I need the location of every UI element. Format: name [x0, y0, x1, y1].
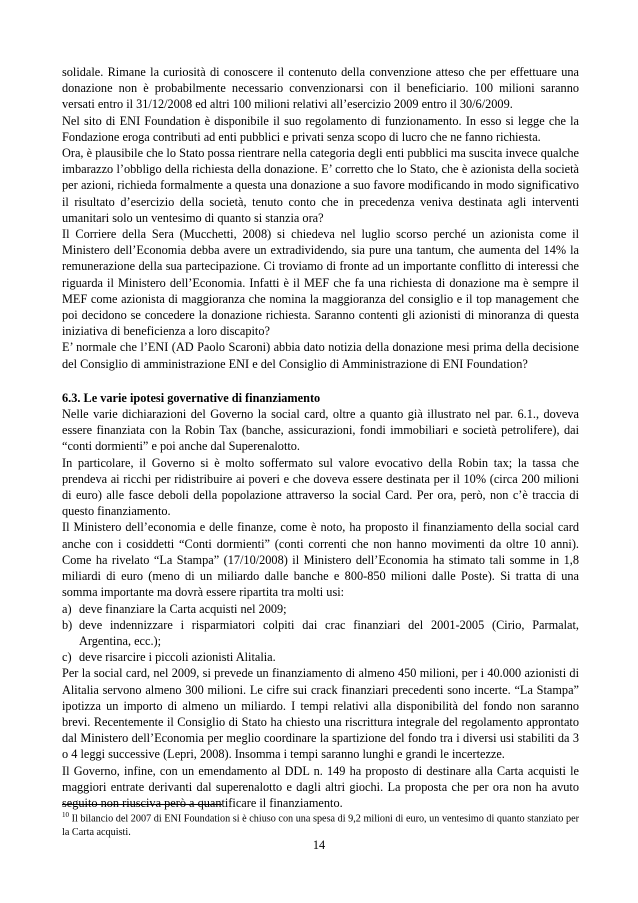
list-marker: c): [62, 650, 72, 665]
section-gap: [62, 372, 579, 390]
paragraph: E’ normale che l’ENI (AD Paolo Scaroni) abbia dato notizia della donazione mesi prima della decisione del Consiglio di amministrazione ENI e del Consiglio di Amministrazione di ENI Foundation?: [62, 340, 579, 371]
paragraph: Nel sito di ENI Foundation è disponibile il suo regolamento di funzionamento. In esso si legge che la Fondazione eroga contributi ad enti pubblici e privati senza scopo di lucro che ne fanno richiesta.: [62, 113, 579, 144]
footnote-number: 10: [62, 811, 69, 819]
footnote-text: Il bilancio del 2007 di ENI Foundation si è chiuso con una spesa di 9,2 milioni di euro, un ventesimo di quanto stanziato per la Carta acquisti.: [62, 813, 579, 839]
list-item-text: deve finanziare la Carta acquisti nel 2009;: [79, 601, 287, 616]
footnote-separator: [62, 804, 222, 805]
footnote: [62, 808, 579, 840]
list-marker: a): [62, 601, 72, 616]
paragraph: Il Governo, infine, con un emendamento al DDL n. 149 ha proposto di destinare alla Carta acquisti le maggiori entrate derivanti dal superenalotto e dagli altri giochi. La proposta che per ora non ha avuto seguito non riusciva però a quantificare il finanziamento.: [62, 763, 579, 810]
paragraph: Ora, è plausibile che lo Stato possa rientrare nella categoria degli enti pubblici ma suscita invece qualche imbarazzo l’obbligo della richiesta della donazione. E’ corretto che lo Stato, che è azionista della società per azioni, richieda formalmente a questa una donazione a suo favore modificando in modo significativo il risultato d’esercizio della società, tenuto conto che in precedenza veniva destinata agli interventi umanitari solo un ventesimo di quanto si stanzia ora?: [62, 146, 579, 225]
paragraph: solidale. Rimane la curiosità di conoscere il contenuto della convenzione atteso che per effettuare una donazione non è probabilmente necessario convenzionarsi con il beneficiario. 100 milioni saranno versati entro il 31/12/2008 ed altri 100 milioni relativi all’esercizio 2009 entro il 30/6/2009.: [62, 65, 579, 112]
document-body: [62, 64, 579, 811]
page-number: 14: [312, 838, 326, 852]
list-item-text: deve risarcire i piccoli azionisti Alitalia.: [79, 650, 276, 665]
usage-list: [62, 601, 579, 666]
paragraph: In particolare, il Governo si è molto soffermato sul valore evocativo della Robin tax; la tassa che prendeva ai ricchi per ridistribuire ai poveri e che doveva essere destinata per il 10% (circa 200 milioni di euro) alle fasce deboli della popolazione attraverso la social Card. Per ora, però, non c’è traccia di questo finanziamento.: [62, 455, 579, 519]
paragraph: Il Corriere della Sera (Mucchetti, 2008) si chiedeva nel luglio scorso perché un azionista come il Ministero dell’Economia debba avere un extradividendo, sia pure una tantum, che aumenta del 14% la remunerazione della sua partecipazione. Ci troviamo di fronte ad un importante conflitto di interessi che riguarda il Ministero dell’Economia. Infatti è il MEF che fa una richiesta di donazione ma è sempre il MEF come azionista di maggioranza che nomina la maggioranza del consiglio e il top management che poi decidono se concedere la donazione richiesta. Saranno contenti gli azionisti di minoranza di questa iniziativa di beneficienza a loro discapito?: [62, 227, 579, 339]
list-item: [62, 617, 579, 649]
paragraph: Nelle varie dichiarazioni del Governo la social card, oltre a quanto già illustrato nel par. 6.1., doveva essere finanziata con la Robin Tax (banche, assicurazioni, fondi immobiliari e società petrolifere), dai “conti dormienti” e poi anche dal Superenalotto.: [62, 407, 579, 454]
list-item-text: deve indennizzare i risparmiatori colpiti dai crac finanziari del 2001-2005 (Cirio, Parmalat, Argentina, ecc.);: [79, 617, 579, 648]
section-heading: 6.3. Le varie ipotesi governative di finanziamento: [62, 390, 321, 405]
paragraph: Per la social card, nel 2009, si prevede un finanziamento di almeno 450 milioni, per i 40.000 azionisti di Alitalia servono almeno 300 milioni. Le cifre sui crack finanziari precedenti sono incerte. “La Stampa” ipotizza un importo di almeno un miliardo. I tempi relativi alla disponibilità del fondo non saranno brevi. Recentemente il Consiglio di Stato ha chiesto una riscrittura integrale del regolamento approntato dal Ministero dell’Economia per meglio coordinare la spartizione del fondo tra i diversi usi stabiliti da 3 o 4 leggi successive (Lepri, 2008). Insomma i tempi saranno lunghi e grandi le incertezze.: [62, 666, 579, 762]
list-item: [62, 649, 579, 665]
paragraph: Il Ministero dell’economia e delle finanze, come è noto, ha proposto il finanziamento della social card anche con i cosiddetti “Conti dormienti” (conti correnti che non hanno movimenti da oltre 10 anni). Come ha rivelato “La Stampa” (17/10/2008) il Ministero dell’Economia ha stimato tali somme in 1,8 miliardi di euro (meno di un miliardo dalle banche e 800-850 milioni dalle Poste). Si tratta di una somma importante ma dovrà essere ripartita tra molti usi:: [62, 520, 579, 600]
list-item: [62, 601, 579, 617]
list-marker: b): [62, 617, 73, 632]
